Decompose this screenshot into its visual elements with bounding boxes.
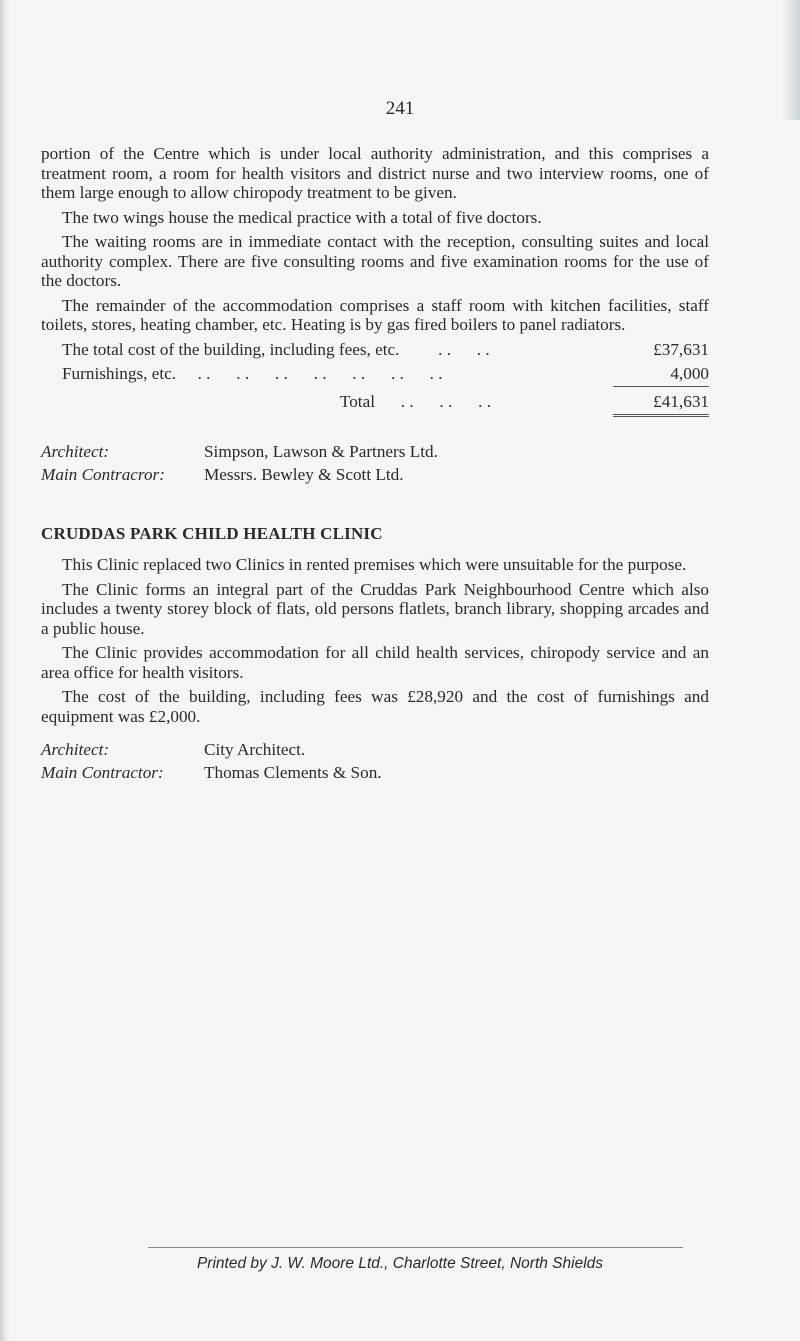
- credit-row: [41, 763, 709, 786]
- page-number: 241: [385, 98, 415, 119]
- cost-total-row: [62, 392, 709, 420]
- printer-imprint: Printed by J. W. Moore Ltd., Charlotte Street, North Shields: [196, 1255, 604, 1272]
- paragraph: The Clinic forms an integral part of the Cruddas Park Neighbourhood Centre which also includes a twenty storey block of flats, old persons flatlets, branch library, shopping arcades and a public house.: [41, 579, 709, 638]
- cost-table: [62, 340, 709, 420]
- footer-rule: [148, 1247, 683, 1248]
- cost-row: [62, 340, 709, 364]
- credit-role: Main Contracror:: [41, 464, 165, 484]
- credit-name: City Architect.: [204, 740, 306, 759]
- credits-clinic: [41, 740, 709, 786]
- paragraph: The Clinic provides accommodation for all child health services, chiropody service and an area office for health visitors.: [41, 643, 709, 682]
- credits-centre: [41, 442, 709, 488]
- total-value: £41,631: [653, 391, 709, 411]
- paragraph: The cost of the building, including fees was £28,920 and the cost of furnishings and equipment was £2,000.: [41, 687, 709, 726]
- credit-row: [41, 442, 709, 465]
- credit-name: Messrs. Bewley & Scott Ltd.: [204, 464, 404, 484]
- body-text: [41, 144, 709, 786]
- total-rule-top: [613, 386, 709, 387]
- paragraph: portion of the Centre which is under local authority administration, and this comprises a treatment room, a room for health visitors and district nurse and two interview rooms, one of them large enough to allow chiropody treatment to be given.: [41, 144, 709, 202]
- cost-value: £37,631: [653, 339, 709, 359]
- credit-role: Architect:: [41, 441, 110, 461]
- paragraph: The waiting rooms are in immediate contact with the reception, consulting suites and local authority complex. There are five consulting rooms and five examination rooms for the use of the doctors.: [41, 232, 709, 290]
- paragraph: This Clinic replaced two Clinics in rented premises which were unsuitable for the purpose.: [62, 555, 687, 574]
- paragraph: The remainder of the accommodation comprises a staff room with kitchen facilities, staff toilets, stores, heating chamber, etc. Heating is by gas fired boilers to panel radiators.: [41, 295, 709, 334]
- total-rule-double: [613, 414, 709, 417]
- credit-role: Main Contractor:: [41, 763, 164, 782]
- cost-value: 4,000: [670, 363, 709, 383]
- credit-role: Architect:: [41, 740, 110, 759]
- credit-row: [41, 740, 709, 763]
- credit-row: [41, 465, 709, 488]
- section-heading: CRUDDAS PARK CHILD HEALTH CLINIC: [41, 523, 383, 543]
- credit-name: Simpson, Lawson & Partners Ltd.: [204, 441, 438, 461]
- cost-row: [62, 364, 709, 388]
- cost-label: The total cost of the building, including fees, etc. . . . .: [62, 339, 490, 359]
- cost-label: Furnishings, etc. . . . . . . . . . . . . . .: [62, 363, 443, 383]
- paragraph: The two wings house the medical practice with a total of five doctors.: [62, 207, 542, 227]
- credit-name: Thomas Clements & Son.: [204, 763, 382, 782]
- page-edge-shadow: [0, 0, 10, 1341]
- total-label: Total . . . . . .: [339, 391, 491, 411]
